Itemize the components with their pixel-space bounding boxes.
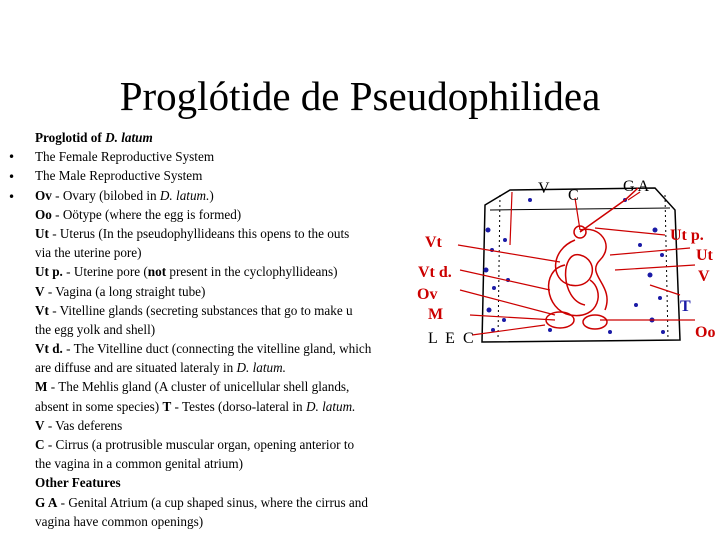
label-vitelline: Vt	[425, 234, 442, 251]
text-span: M	[35, 379, 48, 395]
text-span: Oo	[35, 206, 52, 222]
text-span: Proglotid of	[35, 130, 106, 145]
text-span: V	[35, 283, 45, 299]
text-line	[35, 397, 445, 416]
text-line	[35, 147, 445, 166]
text-span: - Uterine pore (	[62, 264, 148, 280]
text-line	[35, 320, 445, 339]
bullet: •	[8, 150, 16, 164]
label-uterine-pore: Ut p.	[670, 227, 704, 244]
text-line	[35, 473, 445, 492]
segment-border	[498, 195, 500, 340]
text-span: - Ovary (bilobed in	[51, 187, 160, 203]
text-span: V	[35, 417, 45, 433]
text-span: - Cirrus (a protrusible muscular organ, opening anterior to	[44, 437, 355, 452]
text-span: - Vas deferens	[44, 417, 123, 433]
text-line	[35, 262, 445, 281]
text-span: Vt d.	[35, 341, 63, 357]
text-line	[35, 339, 445, 358]
text-span: - The Vitelline duct (connecting the vitelline gland, which	[62, 341, 372, 357]
label-ootype: Oo	[695, 324, 716, 341]
label-vas-deferens: V	[698, 268, 710, 285]
text-span: - The Mehlis gland (A cluster of unicellular shell glands,	[47, 379, 350, 395]
text-span: T	[162, 398, 172, 414]
text-line	[35, 224, 445, 243]
label-vagina-top: V	[538, 180, 550, 197]
text-line	[35, 166, 445, 185]
pointer-lines	[458, 192, 695, 335]
text-span: the vagina in a common genital atrium)	[35, 456, 244, 472]
text-span: D. latum.	[305, 398, 356, 414]
text-span: Ut	[35, 225, 49, 241]
text-span: The Male Reproductive System	[35, 168, 203, 184]
label-testes: T	[680, 298, 691, 315]
text-line	[35, 186, 445, 205]
uterus-coils	[546, 226, 607, 329]
text-span: absent in some species)	[35, 398, 163, 414]
text-line	[35, 358, 445, 377]
bullet: •	[8, 190, 16, 204]
label-lec: L E C	[428, 330, 476, 347]
bullet: •	[8, 170, 16, 184]
text-line	[35, 282, 445, 301]
text-span: are diffuse and are situated lateraly in	[35, 360, 237, 376]
text-line	[35, 301, 445, 320]
text-line	[35, 128, 445, 147]
text-line	[35, 243, 445, 262]
text-span: Other Features	[35, 475, 121, 491]
text-span: via the uterine pore)	[35, 245, 142, 261]
text-span: C	[35, 437, 45, 452]
text-line	[35, 493, 445, 512]
text-line	[35, 454, 445, 473]
text-span: D. latum	[105, 130, 153, 145]
text-span: Ov	[35, 187, 52, 203]
segment-border	[490, 208, 670, 210]
text-span: - Testes (dorso-lateral in	[171, 398, 306, 414]
label-mehlis: M	[428, 306, 444, 323]
label-genital-atrium: G A	[623, 178, 650, 195]
text-span: D. latum.	[159, 187, 210, 203]
proglottid-diagram	[400, 170, 720, 350]
text-span: - Genital Atrium (a cup shaped sinus, where the cirrus and	[57, 494, 368, 510]
text-line	[35, 205, 445, 224]
text-span: - Vitelline glands (secreting substances that go to make u	[48, 302, 353, 318]
text-line	[35, 416, 445, 435]
text-span: - Vagina (a long straight tube)	[44, 283, 206, 299]
text-line	[35, 512, 445, 531]
label-vitelline-duct: Vt d.	[418, 264, 452, 281]
label-cirrus: C	[568, 187, 579, 204]
text-span: present in the cyclophyllideans)	[166, 264, 338, 280]
segment-border	[665, 195, 668, 340]
text-span: Vt	[35, 302, 49, 318]
body-text	[35, 128, 445, 540]
slide-title: Proglótide de Pseudophilidea	[119, 73, 601, 119]
text-span: )	[209, 187, 214, 203]
proglottid-drawing	[400, 170, 720, 350]
text-span: D. latum.	[236, 360, 286, 376]
text-span: - Uterus (In the pseudophyllideans this opens to the outs	[48, 225, 350, 241]
text-span: the egg yolk and shell)	[35, 321, 156, 337]
label-uterus: Ut	[696, 247, 713, 264]
text-line	[35, 435, 445, 454]
text-span: - Oötype (where the egg is formed)	[51, 206, 242, 222]
text-span: Ut p.	[35, 264, 63, 280]
text-span: vagina have common openings)	[35, 513, 204, 529]
text-span: not	[147, 264, 167, 280]
text-span: The Female Reproductive System	[35, 149, 215, 165]
text-span: G A	[35, 494, 58, 510]
text-line	[35, 377, 445, 396]
label-ovary: Ov	[417, 286, 438, 303]
